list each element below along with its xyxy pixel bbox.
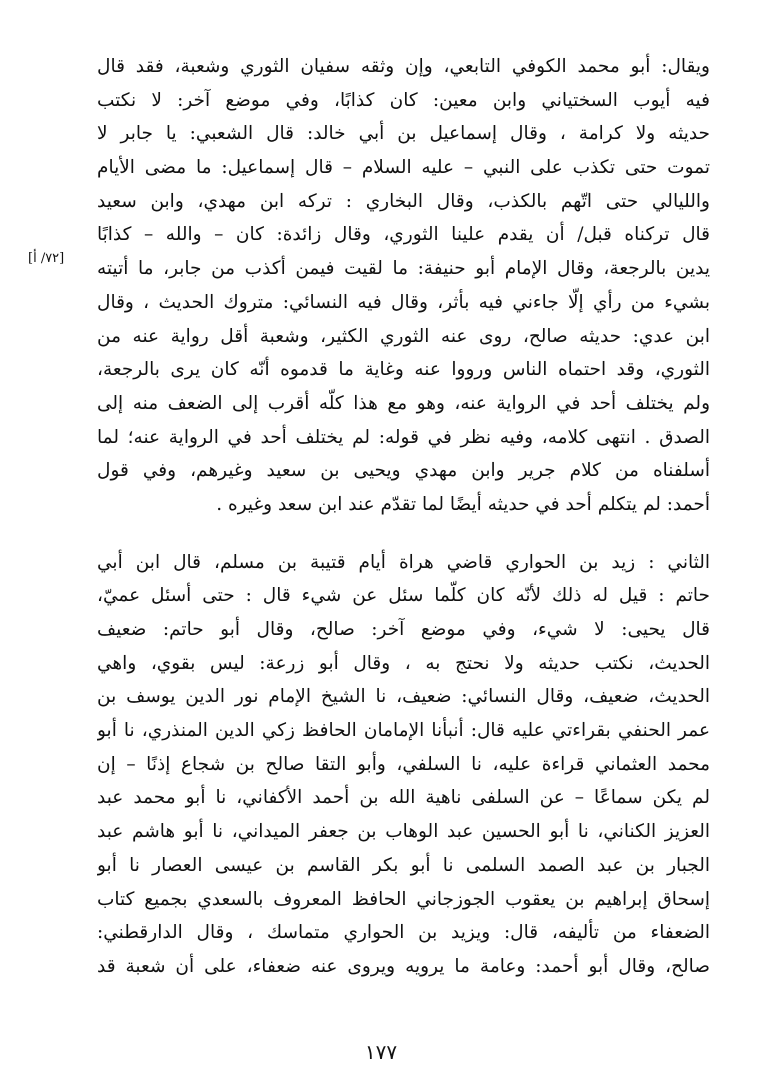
- text-line: بشيء من رأي إلّا جاءني فيه بأثر، وقال فيه النسائي: متروك الحديث ، وقال: [97, 291, 710, 313]
- text-line: يدين بالرجعة، وقال الإمام أبو حنيفة: ما لقيت فيمن أكذب من جابر، ما أتيته: [97, 258, 710, 280]
- text-line: الحديث، نكتب حديثه ولا نحتج به ، وقال أبو زرعة: ليس بقوي، واهي: [97, 652, 710, 674]
- paragraph-jabir: [97, 50, 710, 522]
- text-line: أسلفناه من كلام جرير وابن مهدي ويحيى بن سعيد وغيرهم، وفي قول: [97, 460, 710, 482]
- paragraph-zayd: [97, 546, 710, 984]
- text-line: الثوري، وقد احتماه الناس ورووا عنه وغاية ما قدموه أنّه كان يرى بالرجعة،: [97, 359, 710, 381]
- page-body: [97, 50, 710, 984]
- text-line: فيه أيوب السختياني وابن معين: كان كذابًا، وفي موضع آخر: لا نكتب: [97, 89, 710, 111]
- text-line: الجبار بن عبد الصمد السلمى نا أبو بكر القاسم بن عيسى العصار نا أبو: [97, 854, 710, 876]
- text-line: حديثه ولا كرامة ، وقال إسماعيل بن أبي خالد: قال الشعبي: يا جابر لا: [97, 123, 710, 145]
- text-line: قال يحيى: لا شيء، وفي موضع آخر: صالح، وقال أبو حاتم: ضعيف: [97, 619, 710, 640]
- text-line: ولم يختلف أحد في الرواية عنه، وهو مع هذا كلّه أقرب إلى الضعف منه إلى: [97, 392, 710, 414]
- text-line: الحديث، ضعيف، وقال النسائي: ضعيف، نا الشيخ الإمام نور الدين يوسف بن: [97, 686, 710, 708]
- text-line: محمد العثماني قراءة عليه، نا السلفي، وأبو التقا صالح بن شجاع إذنًا – إن: [97, 753, 710, 775]
- text-line: الثاني : زيد بن الحواري قاضي هراة أيام قتيبة بن مسلم، قال ابن أبي: [97, 551, 710, 573]
- text-line: والليالي حتى اتّهم بالكذب، وقال البخاري : تركه ابن مهدي، وابن سعيد: [97, 190, 710, 212]
- text-line: تموت حتى تكذب على النبي – عليه السلام – قال إسماعيل: ما مضى الأيام: [97, 157, 710, 179]
- text-line: ابن عدي: حديثه صالح، روى عنه الثوري الكثير، وشعبة أقل رواية عنه من: [97, 325, 710, 347]
- text-line: الصدق . انتهى كلامه، وفيه نظر في قوله: لم يختلف أحد في الرواية عنه؛ لما: [97, 426, 710, 448]
- text-line: ويقال: أبو محمد الكوفي التابعي، وإن وثقه سفيان الثوري وشعبة، فقد قال: [97, 56, 710, 77]
- text-line: أحمد: لم يتكلم أحد في حديثه أيضًا لما تقدّم عند ابن سعد وغيره .: [216, 493, 710, 515]
- text-line: حاتم : قيل له ذلك لأنّه كان كلّما سئل عن شيء قال : حتى أسئل عميّ،: [97, 585, 710, 607]
- text-line: لم يكن سماعًا – عن السلفى ناهية الله بن أحمد الأكفاني، نا أبو محمد عبد: [97, 787, 710, 809]
- text-line: إسحاق إبراهيم بن يعقوب الجوزجاني الحافظ المعروف بالسعدي بجميع كتاب: [97, 888, 710, 910]
- text-line: قال تركناه قبل/ أن يقدم علينا الثوري، وقال زائدة: كان – والله – كذابًا: [97, 224, 710, 246]
- text-line: الضعفاء من تأليفه، قال: ويزيد بن الحواري متماسك ، وقال الدارقطني:: [97, 922, 710, 944]
- manuscript-folio-reference: [٧٢/ أ]: [28, 251, 65, 266]
- text-line: العزيز الكناني، نا أبو الحسين عبد الوهاب بن جعفر الميداني، نا أبو هاشم عبد: [97, 821, 710, 843]
- page-number: ١٧٧: [364, 1040, 398, 1064]
- text-line: عمر الحنفي بقراءتي عليه قال: أنبأنا الإمامان الحافظ زكي الدين المنذري، نا أبو: [97, 720, 710, 742]
- text-line: صالح، وقال أبو أحمد: وعامة ما يرويه ويروى عنه ضعفاء، على أن شعبة قد: [97, 955, 710, 977]
